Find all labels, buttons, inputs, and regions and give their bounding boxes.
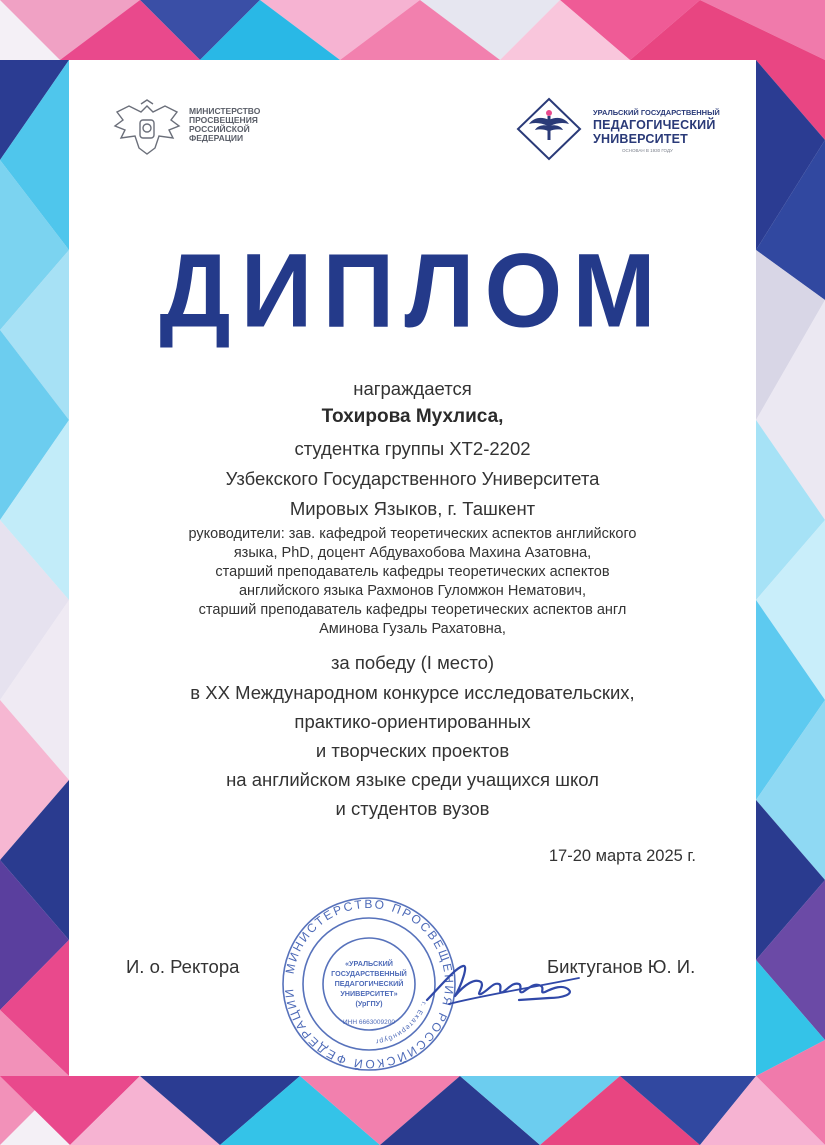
supervisors-line: старший преподаватель кафедры теоретических аспектов англ [198,602,627,618]
university-name-line1: УРАЛЬСКИЙ ГОСУДАРСТВЕННЫЙ [593,108,720,117]
award-line: на английском языке среди учащихся школ [226,769,599,790]
stamp-inn: ИНН 6663009200 [342,1019,396,1026]
award-line: в XX Международном конкурсе исследовательских, [190,682,635,703]
diploma-title: ДИПЛОМ [159,232,666,350]
recipient-name: Тохирова Мухлиса, [321,406,504,427]
university-logo [515,96,583,162]
award-line: и студентов вузов [335,798,490,819]
stamp-city-text: г. Екатеринбург [374,1000,428,1045]
signatory-name: Биктуганов Ю. И. [547,956,696,977]
stamp-inner-line: «УРАЛЬСКИЙ [345,959,393,968]
recipient-university: Узбекского Государственного Университета [225,468,600,489]
signatory-position: И. о. Ректора [126,956,240,977]
awarded-text: награждается [353,378,472,399]
stamp-inner-line: ГОСУДАРСТВЕННЫЙ [331,969,407,978]
supervisors-line: английского языка Рахмонов Гуломжон Нематович, [238,583,587,599]
supervisors-line: языка, PhD, доцент Абдувахобова Махина Азатовна, [233,545,592,561]
award-line: практико-ориентированных [294,711,531,732]
ministry-emblem-logo [109,98,185,160]
award-line: за победу (I место) [330,652,495,673]
stamp-outer-text: МИНИСТЕРСТВО ПРОСВЕЩЕНИЯ РОССИЙСКОЙ ФЕДЕРАЦИИ [281,896,457,1072]
university-name-line2: ПЕДАГОГИЧЕСКИЙ [593,118,716,132]
recipient-group: студентка группы ХТ2-2202 [294,438,531,459]
ministry-name: МИНИСТЕРСТВО ПРОСВЕЩЕНИЯ РОССИЙСКОЙ ФЕДЕРАЦИИ [189,106,261,143]
recipient-university-city: Мировых Языков, г. Ташкент [289,498,536,519]
supervisors-line: старший преподаватель кафедры теоретических аспектов [215,564,610,580]
award-line: и творческих проектов [315,740,510,761]
event-date: 17-20 марта 2025 г. [548,847,696,865]
handwritten-signature [419,948,589,1018]
stamp-inner-line: УНИВЕРСИТЕТ» [340,989,398,998]
supervisors-line: руководители: зав. кафедрой теоретических аспектов английского [188,526,637,542]
stamp-inner-line: (УрГПУ) [355,999,383,1008]
university-name-line3: УНИВЕРСИТЕТ [593,132,688,146]
stamp-inner-line: ПЕДАГОГИЧЕСКИЙ [334,979,404,988]
supervisors-line: Аминова Гузаль Рахатовна, [319,621,506,637]
diploma-sheet [69,60,756,1076]
university-founded: ОСНОВАН В 1930 ГОДУ [622,148,673,153]
